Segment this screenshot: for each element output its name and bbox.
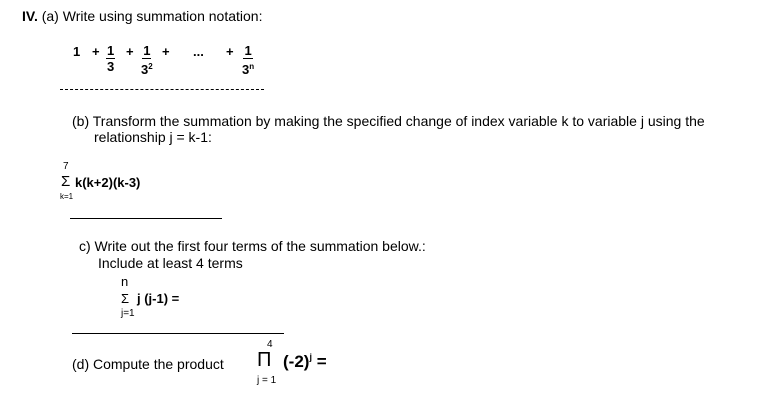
part-c-sigma-symbol: Σ [121,291,130,306]
fraction-2-numerator: 1 [143,43,151,58]
series-plus-1: + [92,44,100,59]
series-fraction-2 [141,44,153,76]
part-d-equals: = [311,352,327,371]
series-fraction-1 [106,44,115,73]
fraction-2-den-exponent: 2 [148,62,153,71]
part-c-lower-limit: j=1 [121,308,135,319]
part-c-summand: j (j-1) = [137,291,180,306]
part-d-base: (-2) [283,352,310,371]
part-d-exponent: j [309,352,312,362]
series-plus-3: + [162,44,170,59]
fraction-n-numerator: 1 [244,43,252,58]
fraction-n-den-exponent: n [249,62,255,71]
fraction-n-denominator [242,59,254,76]
part-c-prompt-line-1: c) Write out the first four terms of the summation below.: [79,238,426,254]
fraction-2-denominator [141,59,153,76]
section-label: IV. [22,8,38,24]
part-d-lower-limit: j = 1 [257,375,277,386]
part-c-prompt-line-2: Include at least 4 terms [98,255,243,271]
series-plus-4: + [226,44,234,59]
part-b-prompt-line-2: relationship j = k-1: [94,129,212,145]
part-c-upper-limit: n [121,274,129,289]
part-b-prompt-line-1: (b) Transform the summation by making the specified change of index variable k to variable j using the [72,113,705,129]
part-d-expression [283,352,327,372]
part-c-answer-line [72,333,284,334]
part-a-prompt: (a) Write using summation notation: [37,8,263,24]
part-d-upper-limit: 4 [267,339,273,350]
fraction-2-den-base: 3 [141,62,149,77]
part-d-prompt: (d) Compute the product [72,356,224,372]
part-b-summand: k(k+2)(k-3) [75,175,141,190]
fraction-1-denominator: 3 [107,59,115,74]
series-fraction-n [242,44,254,76]
part-d-pi-symbol: Π [257,349,272,371]
series-ellipsis: ... [193,44,204,59]
part-b-sigma-symbol: Σ [61,173,71,190]
series-term-1: 1 [73,44,81,59]
part-a-answer-line [60,89,264,90]
part-b-answer-line [70,218,222,219]
part-a-header [22,8,262,24]
fraction-1-numerator: 1 [107,43,115,58]
part-b-lower-limit: k=1 [60,192,74,201]
fraction-n-den-base: 3 [242,62,250,77]
part-b-upper-limit: 7 [63,161,69,172]
series-plus-2: + [126,44,134,59]
